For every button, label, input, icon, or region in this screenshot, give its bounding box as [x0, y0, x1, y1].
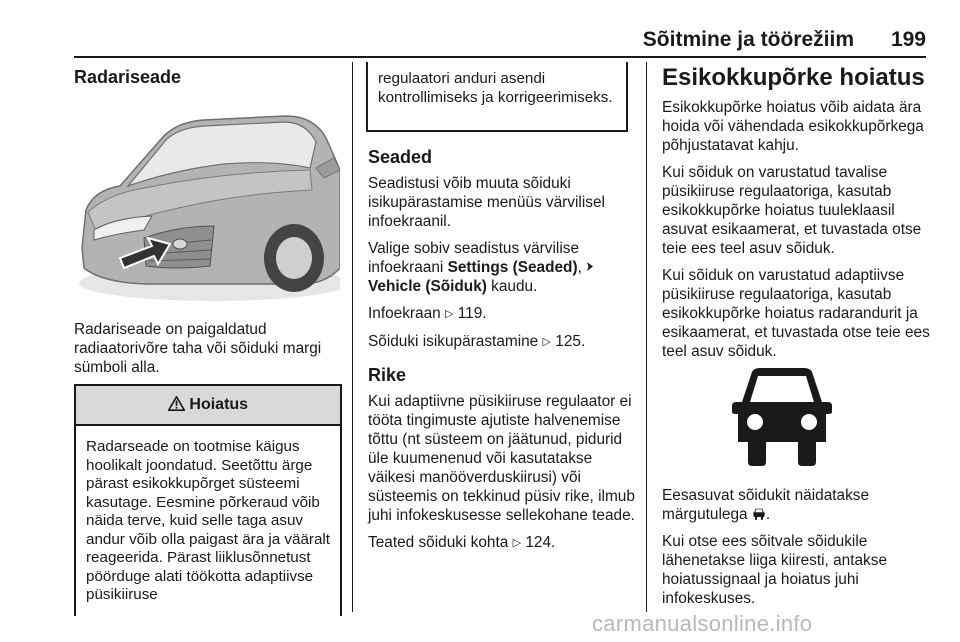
- page-header: [74, 22, 926, 58]
- right-arrow-icon: [586, 259, 594, 276]
- seaded-p2-text: Valige sobiv seadistus värvilise infoekraani: [368, 240, 580, 276]
- seaded-paragraph-2: Valige sobiv seadistus värvilise infoekraani Settings (Seaded), Vehicle (Sõiduk) kaudu.: [368, 239, 640, 296]
- page-ref-icon: ▷: [512, 537, 522, 549]
- column-3-lower: [662, 486, 932, 616]
- collision-p4-text: Eesasuvat sõidukit näidatakse märgutulega: [662, 487, 870, 523]
- car-front-icon: [730, 366, 834, 468]
- radar-caption: Radariseade on paigaldatud radiaatorivõre taha või sõiduki margi sümboli alla.: [74, 321, 322, 376]
- car-front-illustration: [74, 98, 340, 304]
- collision-paragraph-5: Kui otse ees sõitvale sõidukile lähenetakse liiga kiiresti, antakse hoiatussignaal ja hoiatus juhi infokeskuses.: [662, 533, 887, 607]
- column-divider-1: [352, 62, 353, 612]
- warning-box: [74, 384, 342, 616]
- watermark: carmanualsonline.info: [592, 611, 813, 636]
- infoekraan-text: Infoekraan: [368, 305, 446, 322]
- page-ref-icon: ▷: [542, 336, 551, 348]
- collision-paragraph-4: [662, 486, 932, 524]
- seaded-paragraph-1: Seadistusi võib muuta sõiduki isikupärastamise menüüs värvilisel infoekraanil.: [368, 175, 605, 230]
- isikuparastamine-ref: [368, 332, 640, 352]
- collision-paragraph-1: Esikokkupõrke hoiatus võib aidata ära hoida või vähendada esikokkupõrkega põhjustatavat kahju.: [662, 99, 924, 154]
- warning-label: Hoiatus: [189, 396, 249, 413]
- isikupar-page: 125.: [555, 333, 586, 350]
- column-2: [368, 146, 640, 561]
- teated-page: 124.: [525, 534, 556, 551]
- collision-paragraph-2: Kui sõiduk on varustatud tavalise püsikiiruse regulaatoriga, kasutab esikokkupõrke hoiatus tuuleklaasil asuvat esikaamerat, et tuvastada otse teie ees teel asuv sõiduk.: [662, 164, 922, 257]
- teated-text: Teated sõiduki kohta: [368, 534, 513, 551]
- isikupar-text: Sõiduki isikupärastamine: [368, 333, 543, 350]
- radar-caption-block: [74, 320, 340, 385]
- column-divider-2: [646, 62, 647, 612]
- warning-continuation-text: regulaatori anduri asendi kontrollimiseks ja korrigeerimiseks.: [378, 70, 613, 106]
- car-radar-illustration: [74, 98, 340, 304]
- column-3: [662, 64, 932, 369]
- rike-paragraph: Kui adaptiivne püsikiiruse regulaator ei tööta tingimuste ajutiste halvenemise tõttu (nt süsteem on jäätunud, pidurid üle kuumenenud või kasutatakse väikesi manööverduskiirusi) või süsteemis on tekkinud püsiv rike, ilmub juhi infokeskusesse sellekohane teade.: [368, 393, 635, 524]
- collision-paragraph-3: Kui sõiduk on varustatud adaptiivse püsikiiruse regulaatoriga, kasutab esikokkupõrke hoiatus radarandurit ja esikaamerat, et tuvastada otse teie ees teel asuv sõiduk.: [662, 267, 930, 360]
- warning-header: [76, 386, 340, 426]
- column-1: [74, 66, 342, 94]
- infoekraan-page: 119.: [457, 305, 487, 322]
- collision-p4-end: .: [765, 506, 771, 523]
- rike-heading: Rike: [368, 365, 407, 385]
- infoekraan-ref: [368, 304, 640, 324]
- warning-continuation-box: [366, 62, 628, 132]
- section-title: Sõitmine ja töörežiim: [642, 28, 854, 51]
- car-front-icon: [752, 506, 766, 523]
- seaded-heading: Seaded: [368, 147, 433, 167]
- warning-triangle-icon: [168, 396, 189, 413]
- page-number: 199: [890, 28, 926, 51]
- vehicle-menu-label: Vehicle (Sõiduk): [368, 278, 487, 295]
- radar-heading: Radariseade: [74, 67, 182, 87]
- settings-menu-label: Settings (Seaded): [447, 259, 578, 276]
- seaded-p2-end: kaudu.: [486, 278, 538, 295]
- page-ref-icon: ▷: [445, 308, 454, 320]
- warning-body: Radarseade on tootmise käigus hoolikalt joondatud. Seetõttu ärge pärast esikokkupõrget süsteemi kasutage. Eesmine põrkeraud võib näida terve, kuid selle taga asuv andur võib olla paigast ära ja vääralt reageerida. Pärast liiklusõnnetust pöörduge alati töökotta adaptiivse püsikiiruse: [86, 438, 330, 603]
- teated-ref: [368, 533, 640, 553]
- collision-heading: Esikokkupõrke hoiatus: [662, 64, 925, 91]
